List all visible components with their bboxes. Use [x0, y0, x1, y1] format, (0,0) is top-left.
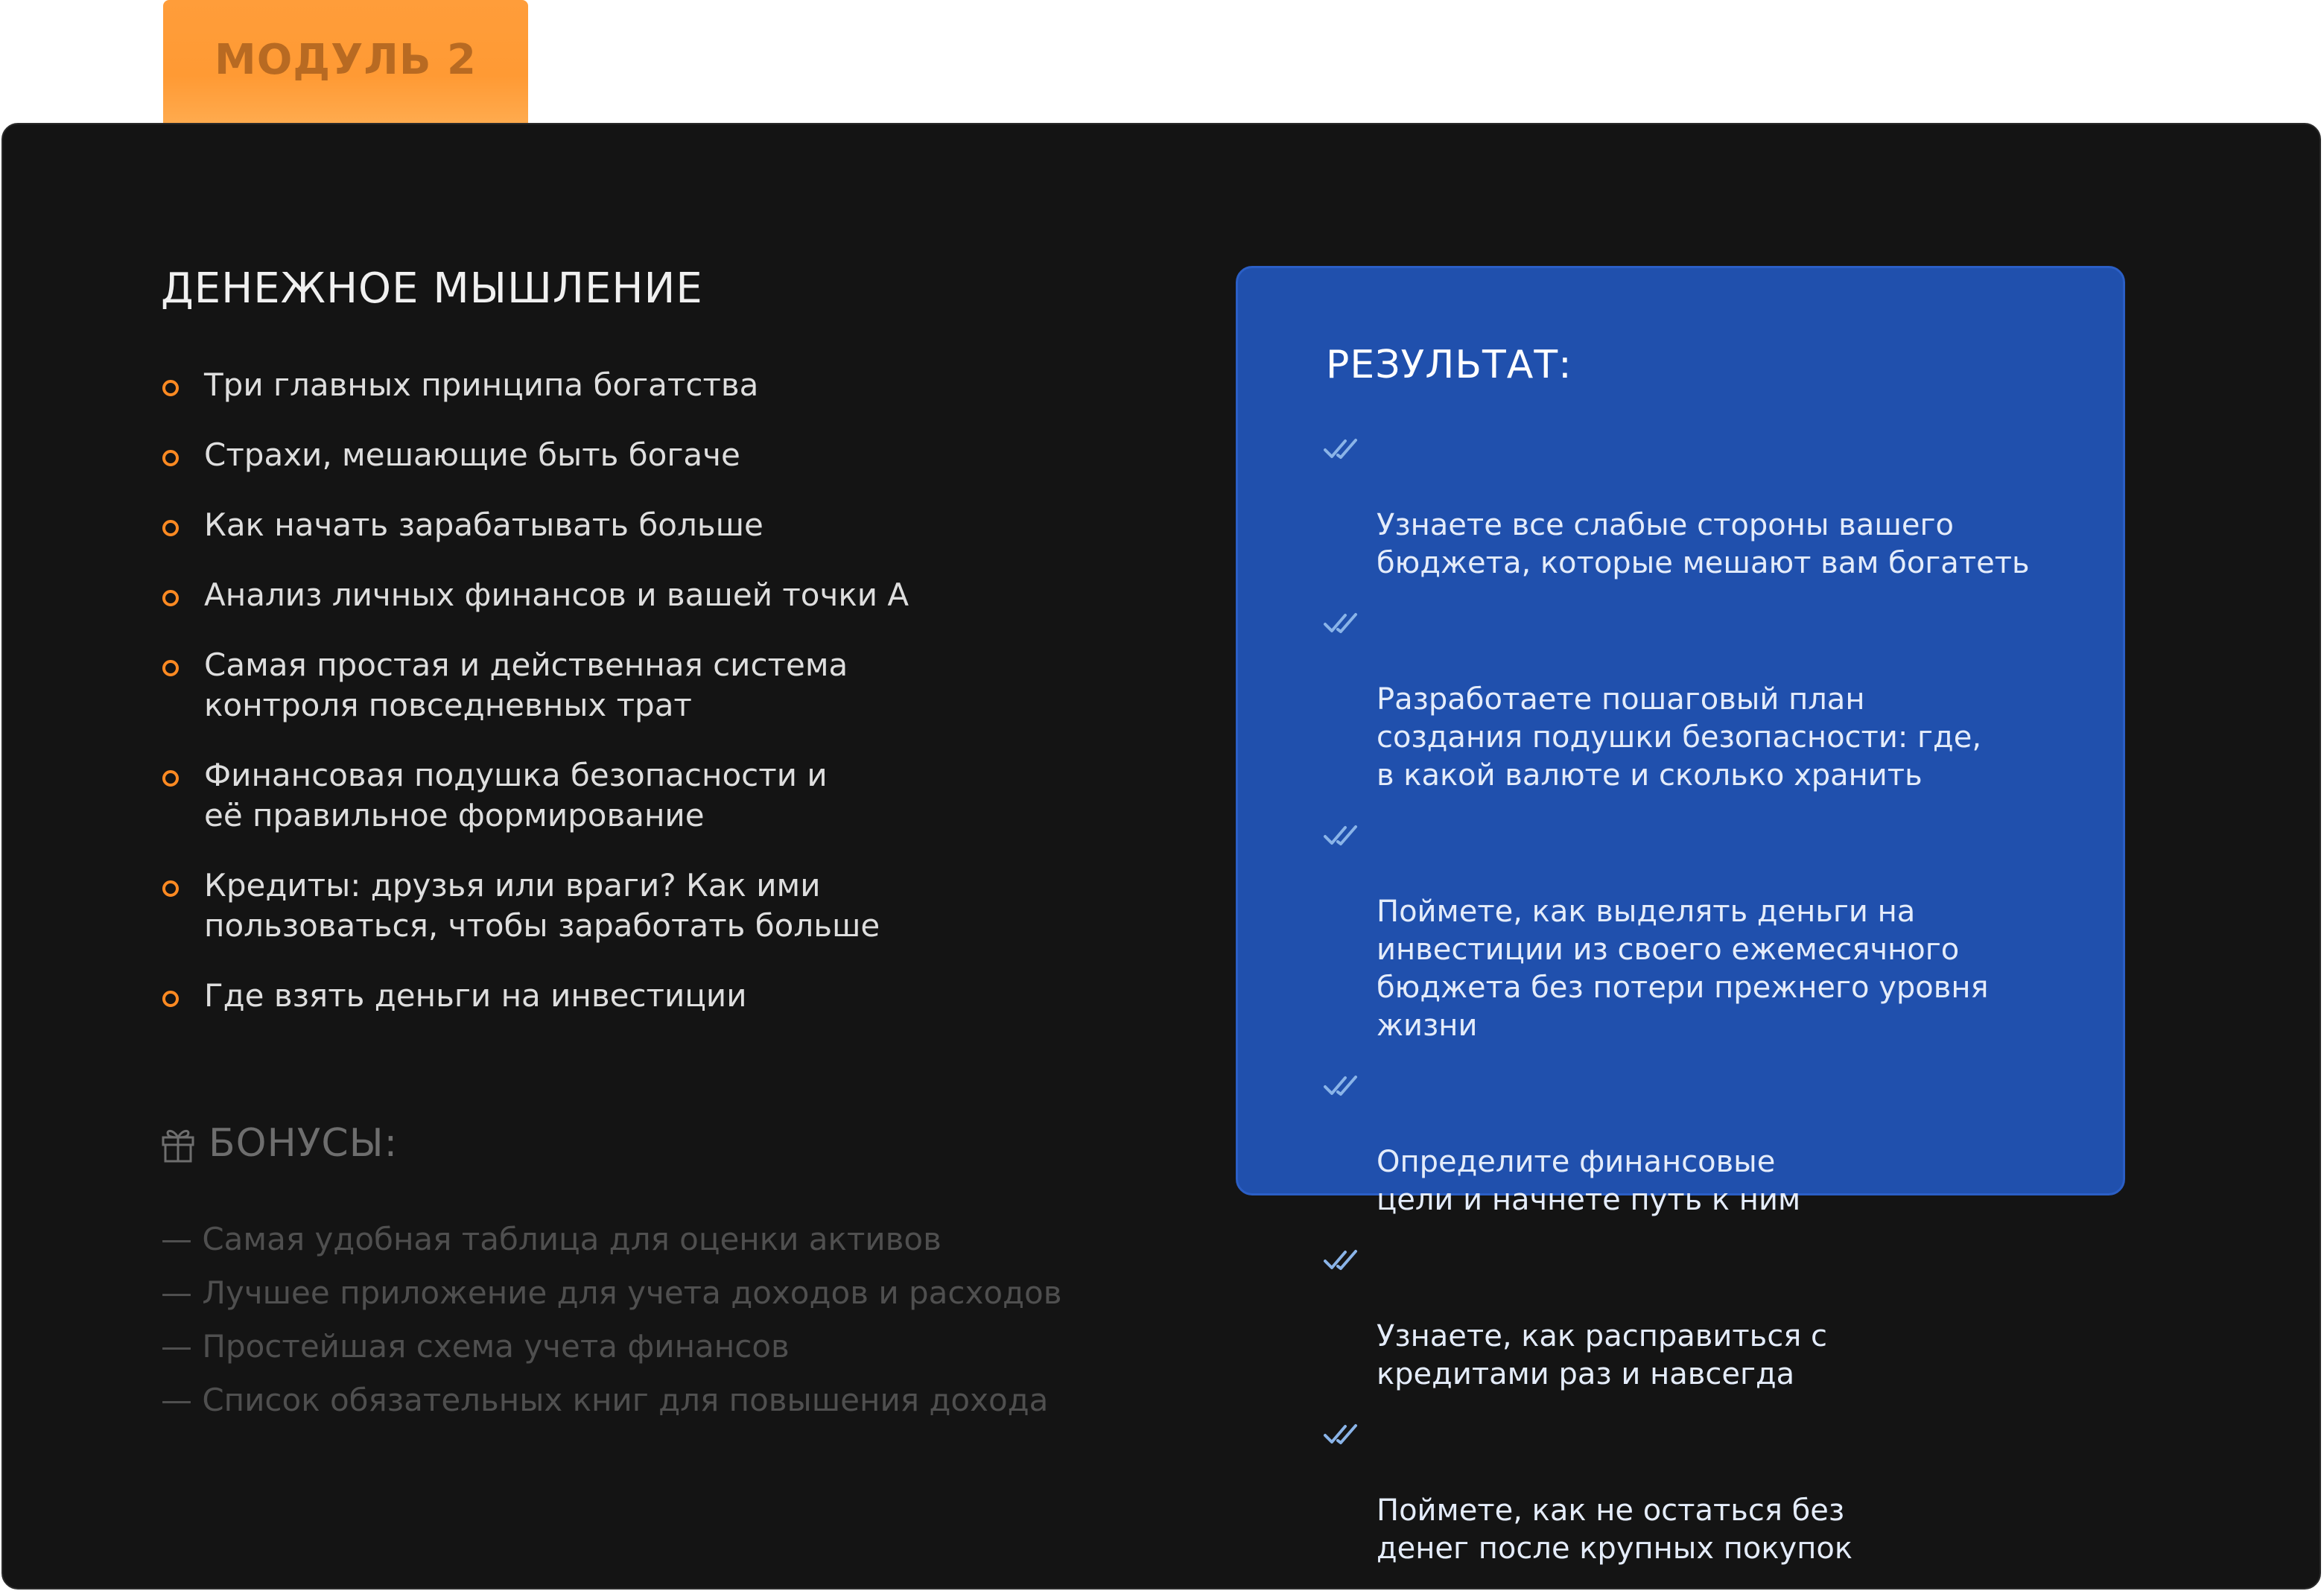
topic-text: Страхи, мешающие быть богаче — [204, 436, 740, 473]
check-icon — [1323, 435, 1359, 463]
topic-item — [161, 435, 1129, 475]
circle-bullet-icon — [162, 770, 179, 787]
check-icon — [1323, 1246, 1359, 1274]
result-item — [1323, 605, 2083, 795]
result-item — [1323, 1067, 2083, 1219]
result-text: Узнаете все слабые стороны вашего бюджета, которые мешают вам богатеть — [1377, 508, 2030, 580]
bonus-heading — [161, 1121, 398, 1166]
result-text: Разработаете пошаговый план создания подушки безопасности: где, в какой валюте и сколько хранить — [1377, 682, 1982, 793]
bonus-item: — Список обязательных книг для повышения дохода — [161, 1382, 1049, 1418]
topic-text: Три главных принципа богатства — [204, 366, 759, 403]
topic-text: Финансовая подушка безопасности и её правильное формирование — [204, 757, 828, 833]
bonus-item: — Самая удобная таблица для оценки активов — [161, 1221, 942, 1257]
result-text: Поймете, как не остаться без денег после крупных покупок — [1377, 1493, 1853, 1566]
topic-text: Как начать зарабатывать больше — [204, 506, 763, 543]
section-title: ДЕНЕЖНОЕ МЫШЛЕНИЕ — [161, 264, 703, 313]
result-item — [1323, 1242, 2083, 1394]
topic-item — [161, 866, 1129, 946]
circle-bullet-icon — [162, 380, 179, 396]
result-item — [1323, 817, 2083, 1045]
result-text: Определите финансовые цели и начнете путь к ним — [1377, 1145, 1801, 1217]
module-tab — [163, 0, 528, 139]
topic-text: Кредиты: друзья или враги? Как ими пользоваться, чтобы заработать больше — [204, 867, 880, 944]
bonus-list — [161, 1213, 1062, 1427]
circle-bullet-icon — [162, 660, 179, 676]
topic-item — [161, 575, 1129, 615]
result-card — [1236, 266, 2125, 1566]
result-title: РЕЗУЛЬТАТ: — [1326, 343, 1572, 387]
topic-list — [161, 365, 1129, 1046]
check-icon — [1323, 1072, 1359, 1100]
result-item — [1323, 431, 2083, 582]
topic-item — [161, 755, 1129, 836]
bonus-item: — Простейшая схема учета финансов — [161, 1328, 790, 1365]
topic-item — [161, 645, 1129, 725]
circle-bullet-icon — [162, 880, 179, 897]
check-icon — [1323, 609, 1359, 638]
circle-bullet-icon — [162, 590, 179, 606]
topic-text: Анализ личных финансов и вашей точки А — [204, 577, 909, 613]
topic-item — [161, 976, 1129, 1016]
gift-icon — [161, 1124, 195, 1163]
result-text: Узнаете, как расправиться с кредитами раз и навсегда — [1377, 1319, 1827, 1391]
result-item — [1323, 1416, 2083, 1568]
topic-item — [161, 365, 1129, 405]
circle-bullet-icon — [162, 991, 179, 1007]
result-list — [1323, 431, 2083, 1590]
circle-bullet-icon — [162, 450, 179, 466]
bonus-item: — Лучшее приложение для учета доходов и расходов — [161, 1274, 1062, 1311]
module-tab-label: МОДУЛЬ 2 — [214, 36, 477, 84]
check-icon — [1323, 1420, 1359, 1449]
check-icon — [1323, 822, 1359, 850]
result-text: Поймете, как выделять деньги на инвестиции из своего ежемесячного бюджета без потери прежнего уровня жизни — [1377, 895, 1989, 1043]
circle-bullet-icon — [162, 520, 179, 536]
bonus-title: БОНУСЫ: — [209, 1121, 399, 1166]
topic-text: Самая простая и действенная система контроля повседневных трат — [204, 647, 848, 723]
topic-item — [161, 505, 1129, 545]
topic-text: Где взять деньги на инвестиции — [204, 977, 747, 1014]
